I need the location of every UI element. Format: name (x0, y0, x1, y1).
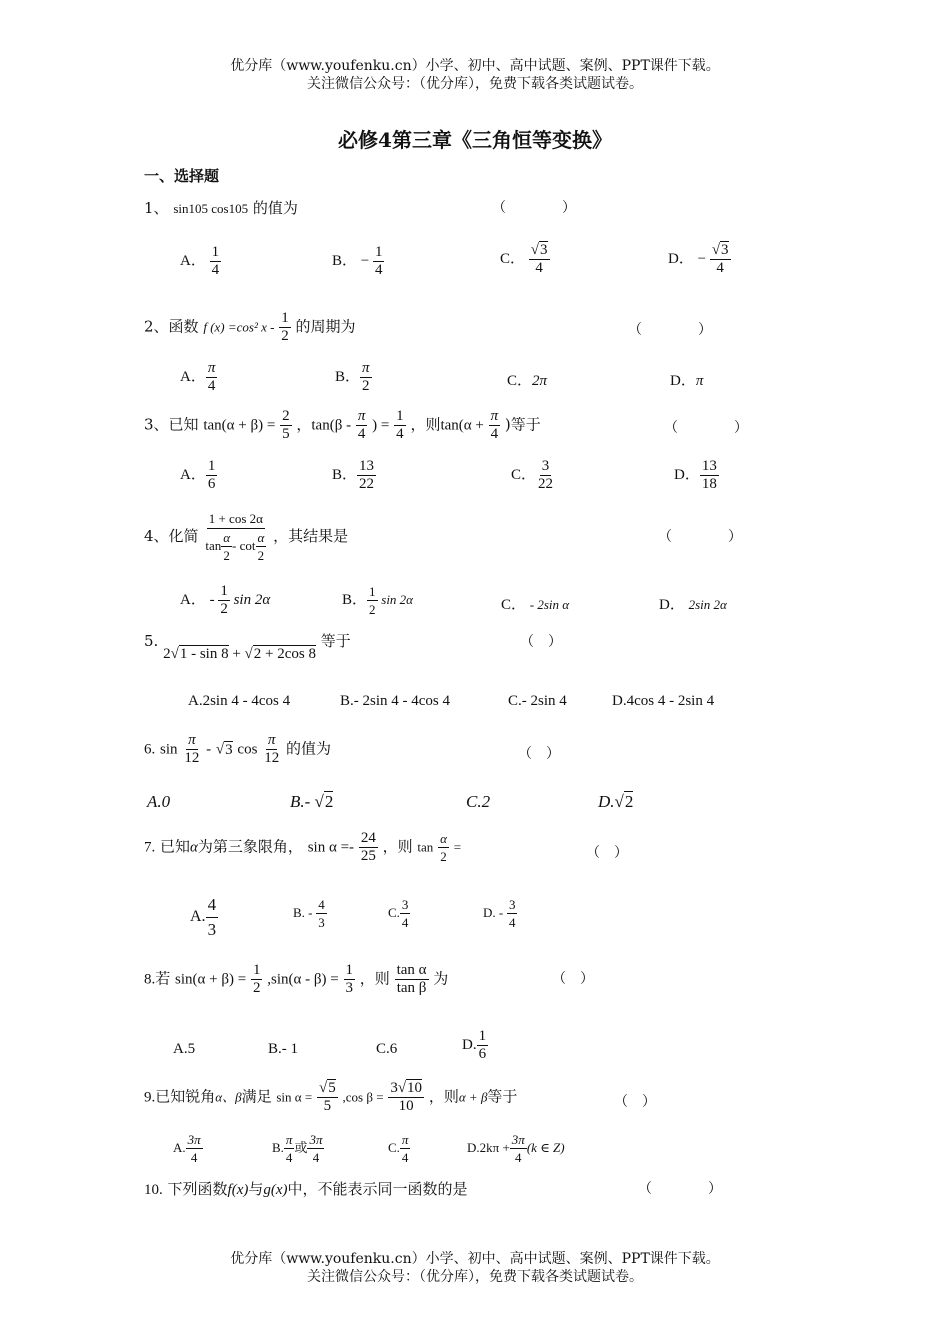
answer-paren-9: （ ） (614, 1094, 656, 1110)
q2-option-a: A． $\frac{\pi}{4}$ (180, 360, 216, 394)
question-7: 7. 已知α为第三象限角， sin α =- $\frac{24}{25}$ ，则 tan $\frac{\alpha}{2}$ = (144, 830, 462, 864)
q7-option-b: B. - $\frac{4}{3}$ (293, 897, 325, 930)
q6-option-b: B.- √2 (290, 792, 334, 811)
q1-option-c: C． $\frac{√3}{4}$ (500, 242, 548, 276)
q1-option-a: A． $\frac{1}{4}$ (180, 244, 220, 278)
section-heading: 一、选择题 (144, 167, 220, 185)
q7-option-a: A. $\frac{4}{3}$ (190, 895, 217, 939)
q8-option-d: D. $\frac{1}{6}$ (462, 1028, 487, 1062)
answer-paren-5: （ ） (520, 634, 562, 650)
question-1: 1、 sin105 cos105 的值为 (144, 199, 298, 217)
answer-paren-8: （ ） (552, 971, 594, 987)
answer-paren-3: （ ） (664, 420, 748, 436)
question-4: 4、化简 1 + cos 2α tan $\frac{\alpha}{2}$ - cot $\frac{\alpha}{2}$ ，其结果是 (144, 511, 349, 563)
q3-option-b: B． $\frac{13}{22}$ (332, 458, 375, 492)
q8-option-b: B.- 1 (268, 1041, 298, 1057)
question-3: 3、已知 tan(α + β) = $\frac{2}{5}$ ，tan(β - $\frac{\pi}{4}$ ) = $\frac{1}{4}$ ，则tan(α + $\frac{\pi}{4}$ )等于 (144, 408, 541, 442)
q9-option-a: A. $\frac{3\pi}{4}$ (173, 1132, 201, 1165)
footer-line-1: 优分库（www.youfenku.cn）小学、初中、高中试题、案例、PPT课件下载。 (230, 1251, 720, 1267)
q2-option-c: C．2π (507, 373, 548, 389)
question-2: 2、函数 f (x) =cos² x - $\frac{1}{2}$ 的周期为 (144, 310, 356, 344)
page-title: 必修4第三章《三角恒等变换》 (338, 128, 612, 152)
q4-option-c: C． - 2sin α (501, 597, 570, 613)
q9-option-c: C. $\frac{\pi}{4}$ (388, 1132, 409, 1165)
q6-option-d: D.√2 (598, 792, 634, 811)
q3-option-d: D． $\frac{13}{18}$ (674, 458, 717, 492)
question-6: 6. sin $\frac{\pi}{12}$ - √3 cos $\frac{\pi}{12}$ 的值为 (144, 732, 331, 766)
q4-option-a: A． - $\frac{1}{2}$ sin 2α (180, 583, 271, 617)
q1-option-b: B． − $\frac{1}{4}$ (332, 244, 383, 278)
header-line-2: 关注微信公众号：（优分库），免费下载各类试题试卷。 (307, 76, 643, 92)
question-8: 8.若 sin(α + β) = $\frac{1}{2}$ ,sin(α - β) = $\frac{1}{3}$ ，则 $\frac{\text{tan α}}{\text{tan β}}$ 为 (144, 962, 449, 996)
q5-option-c: C.- 2sin 4 (508, 693, 567, 709)
q9-option-b: B. $\frac{\pi}{4}$ 或 $\frac{3\pi}{4}$ (272, 1132, 323, 1165)
q8-option-a: A.5 (173, 1041, 196, 1057)
answer-paren-4: （ ） (658, 529, 742, 545)
q5-option-d: D.4cos 4 - 2sin 4 (612, 693, 715, 709)
header-line-1: 优分库（www.youfenku.cn）小学、初中、高中试题、案例、PPT课件下载。 (230, 58, 720, 74)
q8-option-c: C.6 (376, 1041, 398, 1057)
q6-option-c: C.2 (466, 792, 491, 811)
q7-option-c: C. $\frac{3}{4}$ (388, 897, 409, 930)
answer-paren-1: （ ） (492, 200, 576, 216)
q3-option-a: A． $\frac{1}{6}$ (180, 458, 216, 492)
answer-paren-6: （ ） (518, 746, 560, 762)
q4-option-d: D． 2sin 2α (659, 597, 727, 613)
q9-option-d: D.2kπ + $\frac{3\pi}{4}$ (k ∈ Z) (467, 1132, 565, 1165)
answer-paren-2: （ ） (628, 322, 712, 338)
footer-line-2: 关注微信公众号：（优分库），免费下载各类试题试卷。 (307, 1269, 643, 1285)
answer-paren-7: （ ） (586, 845, 628, 861)
question-10: 10. 下列函数f(x)与g(x)中，不能表示同一函数的是 (144, 1180, 468, 1198)
question-5: 5. 2√1 - sin 8 + √2 + 2cos 8 等于 (144, 632, 351, 662)
q6-option-a: A.0 (147, 792, 171, 811)
q5-option-a: A.2sin 4 - 4cos 4 (188, 693, 291, 709)
q2-option-d: D．π (670, 373, 704, 389)
answer-paren-10: （ ） (638, 1181, 722, 1197)
question-9: 9.已知锐角α、β满足 sin α = $\frac{√5}{5}$ ,cos β = $\frac{3√10}{10}$ ，则α + β等于 (144, 1080, 518, 1114)
q7-option-d: D. - $\frac{3}{4}$ (483, 897, 516, 930)
q2-option-b: B． $\frac{\pi}{2}$ (335, 360, 370, 394)
q5-option-b: B.- 2sin 4 - 4cos 4 (340, 693, 450, 709)
q4-option-b: B． $\frac{1}{2}$ sin 2α (342, 584, 414, 617)
q3-option-c: C． $\frac{3}{22}$ (511, 458, 554, 492)
q1-option-d: D． − $\frac{√3}{4}$ (668, 242, 729, 276)
